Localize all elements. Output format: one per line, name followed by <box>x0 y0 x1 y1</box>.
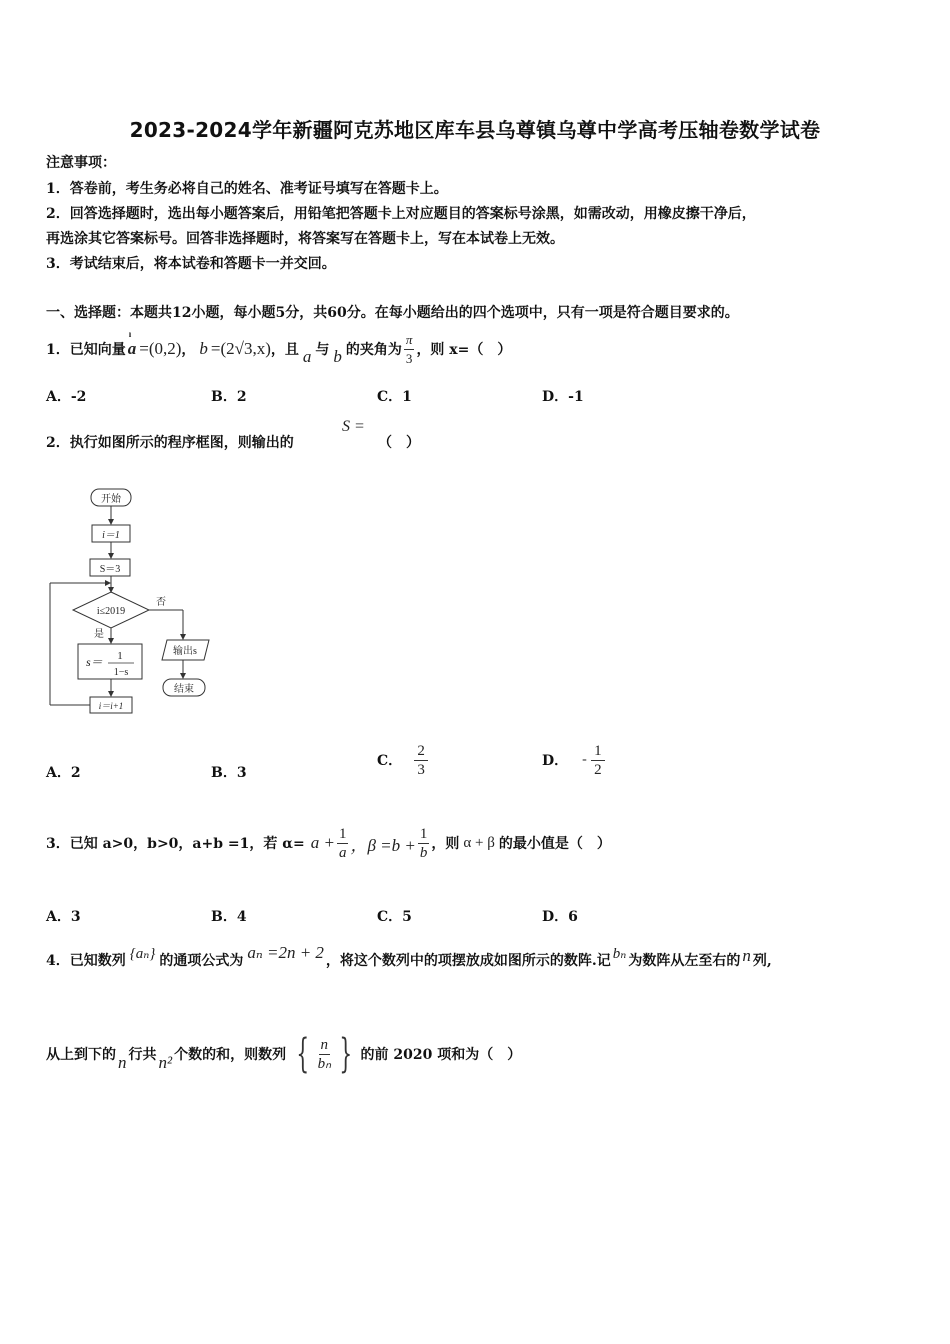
q2-tail: （ ） <box>378 435 420 451</box>
q2-option-c-frac: $\frac{2}{3}$ <box>414 742 428 779</box>
q1-eq-b: =(2√3,x) <box>210 339 271 358</box>
flow-assign-lhs: s＝ <box>86 655 103 669</box>
q4-general: 的通项公式为 <box>159 953 244 969</box>
q4-n2: n <box>118 1053 127 1072</box>
q3-prefix: 3．已知 a>0，b>0，a+b =1，若 α= <box>46 836 305 852</box>
q1-vec-b: b <box>199 339 208 358</box>
q2-option-a[interactable]: A．2 <box>46 765 81 781</box>
q1-a-symbol: a <box>302 347 312 366</box>
q4-bn: bₙ <box>612 945 627 962</box>
question-4-line-1 <box>46 940 772 980</box>
notice-heading: 注意事项： <box>46 155 116 171</box>
q4-formula: aₙ =2n + 2 <box>247 943 324 962</box>
flow-init-s: S＝3 <box>99 564 121 575</box>
q4-mid: ，将这个数列中的项摆放成如图所示的数阵.记 <box>325 953 611 969</box>
q1-with: 与 <box>315 342 330 358</box>
q4-seq-fraction: { $\frac{n}{\text{bₙ}}$ } <box>296 1031 353 1077</box>
flowchart <box>44 484 224 720</box>
question-3 <box>46 819 611 867</box>
q2-option-d-frac: $\frac{1}{2}$ <box>591 742 605 779</box>
question-4-line-2 <box>46 1026 521 1082</box>
flow-end: 结束 <box>174 684 194 695</box>
flow-condition: i≤2019 <box>96 606 126 617</box>
q3-option-d[interactable]: D．6 <box>542 909 578 925</box>
flow-incr: i＝i+1 <box>98 701 124 711</box>
q4-line2-tail: 的前 2020 项和为（ ） <box>360 1047 522 1063</box>
q4-line2-a: 从上到下的 <box>46 1047 116 1063</box>
flow-no: 否 <box>156 597 166 608</box>
flow-init-i: i＝1 <box>102 530 120 541</box>
q4-seq: {aₙ} <box>129 945 156 962</box>
q1-comma: ， <box>181 342 196 358</box>
page-title: 2023-2024学年新疆阿克苏地区库车县乌尊镇乌尊中学高考压轴卷数学试卷 <box>129 118 821 142</box>
flow-start: 开始 <box>101 494 121 505</box>
q2-option-d[interactable]: D． - $\frac{1}{2}$ <box>542 737 605 783</box>
q2-s-eq: S = <box>342 418 365 435</box>
q1-option-d[interactable]: D．-1 <box>542 389 584 405</box>
q1-eq-a: =(0,2) <box>139 339 182 358</box>
q2-option-c[interactable]: C． $\frac{2}{3}$ <box>377 737 428 783</box>
notice-item-1: 1．答卷前，考生务必将自己的姓名、准考证号填写在答题卡上。 <box>46 181 448 197</box>
q4-col-tail: 列, <box>752 953 772 969</box>
q1-angle-text: 的夹角为 <box>345 342 402 358</box>
flow-yes: 是 <box>94 629 104 640</box>
q1-vec-a: ı a <box>127 329 137 358</box>
notice-item-3: 3．考试结束后，将本试卷和答题卡一并交回。 <box>46 256 336 272</box>
q3-option-b[interactable]: B．4 <box>211 909 247 925</box>
q3-option-a[interactable]: A．3 <box>46 909 81 925</box>
q4-prefix: 4．已知数列 <box>46 953 126 969</box>
q4-line2-b: 行共 <box>128 1047 157 1063</box>
q3-beta: ，β =b + <box>350 835 416 855</box>
q4-n-squared: n² <box>158 1053 173 1072</box>
notice-item-2b: 再选涂其它答案标号。回答非选择题时，将答案写在答题卡上，写在本试卷上无效。 <box>46 231 564 247</box>
q1-b-symbol: b <box>333 347 342 366</box>
q1-option-c[interactable]: C．1 <box>377 389 412 405</box>
q2-option-b[interactable]: B．3 <box>211 765 247 781</box>
q4-n1: n <box>742 946 751 965</box>
q3-then: ，则 <box>431 836 460 852</box>
q3-tail: 的最小值是（ ） <box>498 836 611 852</box>
q4-col: 为数阵从左至右的 <box>628 953 741 969</box>
flow-assign-den: 1−s <box>113 667 129 678</box>
flow-assign-num: 1 <box>117 650 123 662</box>
q1-pi-over-3: $\frac{\pi}{3}$ <box>405 331 413 366</box>
q3-frac-a: $\frac{1}{a}$ <box>338 825 347 861</box>
q3-option-c[interactable]: C．5 <box>377 909 412 925</box>
q1-prefix: 1．已知向量 <box>46 342 126 358</box>
q1-mid: ，且 <box>270 342 299 358</box>
q1-tail: ，则 x=（ ） <box>416 342 512 358</box>
question-1 <box>46 331 511 367</box>
q1-option-a[interactable]: A．-2 <box>46 389 87 405</box>
q2-text: 2．执行如图所示的程序框图，则输出的 <box>46 435 294 451</box>
q1-option-b[interactable]: B．2 <box>211 389 247 405</box>
q4-line2-c: 个数的和，则数列 <box>174 1047 287 1063</box>
q3-expr: α + β <box>463 834 495 851</box>
section-heading: 一、选择题：本题共12小题，每小题5分，共60分。在每小题给出的四个选项中，只有一项是符合题目要求的。 <box>46 305 739 321</box>
q3-alpha-a: a + <box>310 833 335 852</box>
notice-item-2a: 2．回答选择题时，选出每小题答案后，用铅笔把答题卡上对应题目的答案标号涂黑，如需改动，用橡皮擦干净后， <box>46 206 756 222</box>
q3-frac-b: $\frac{1}{b}$ <box>419 825 428 861</box>
flow-output: 输出s <box>173 646 197 657</box>
